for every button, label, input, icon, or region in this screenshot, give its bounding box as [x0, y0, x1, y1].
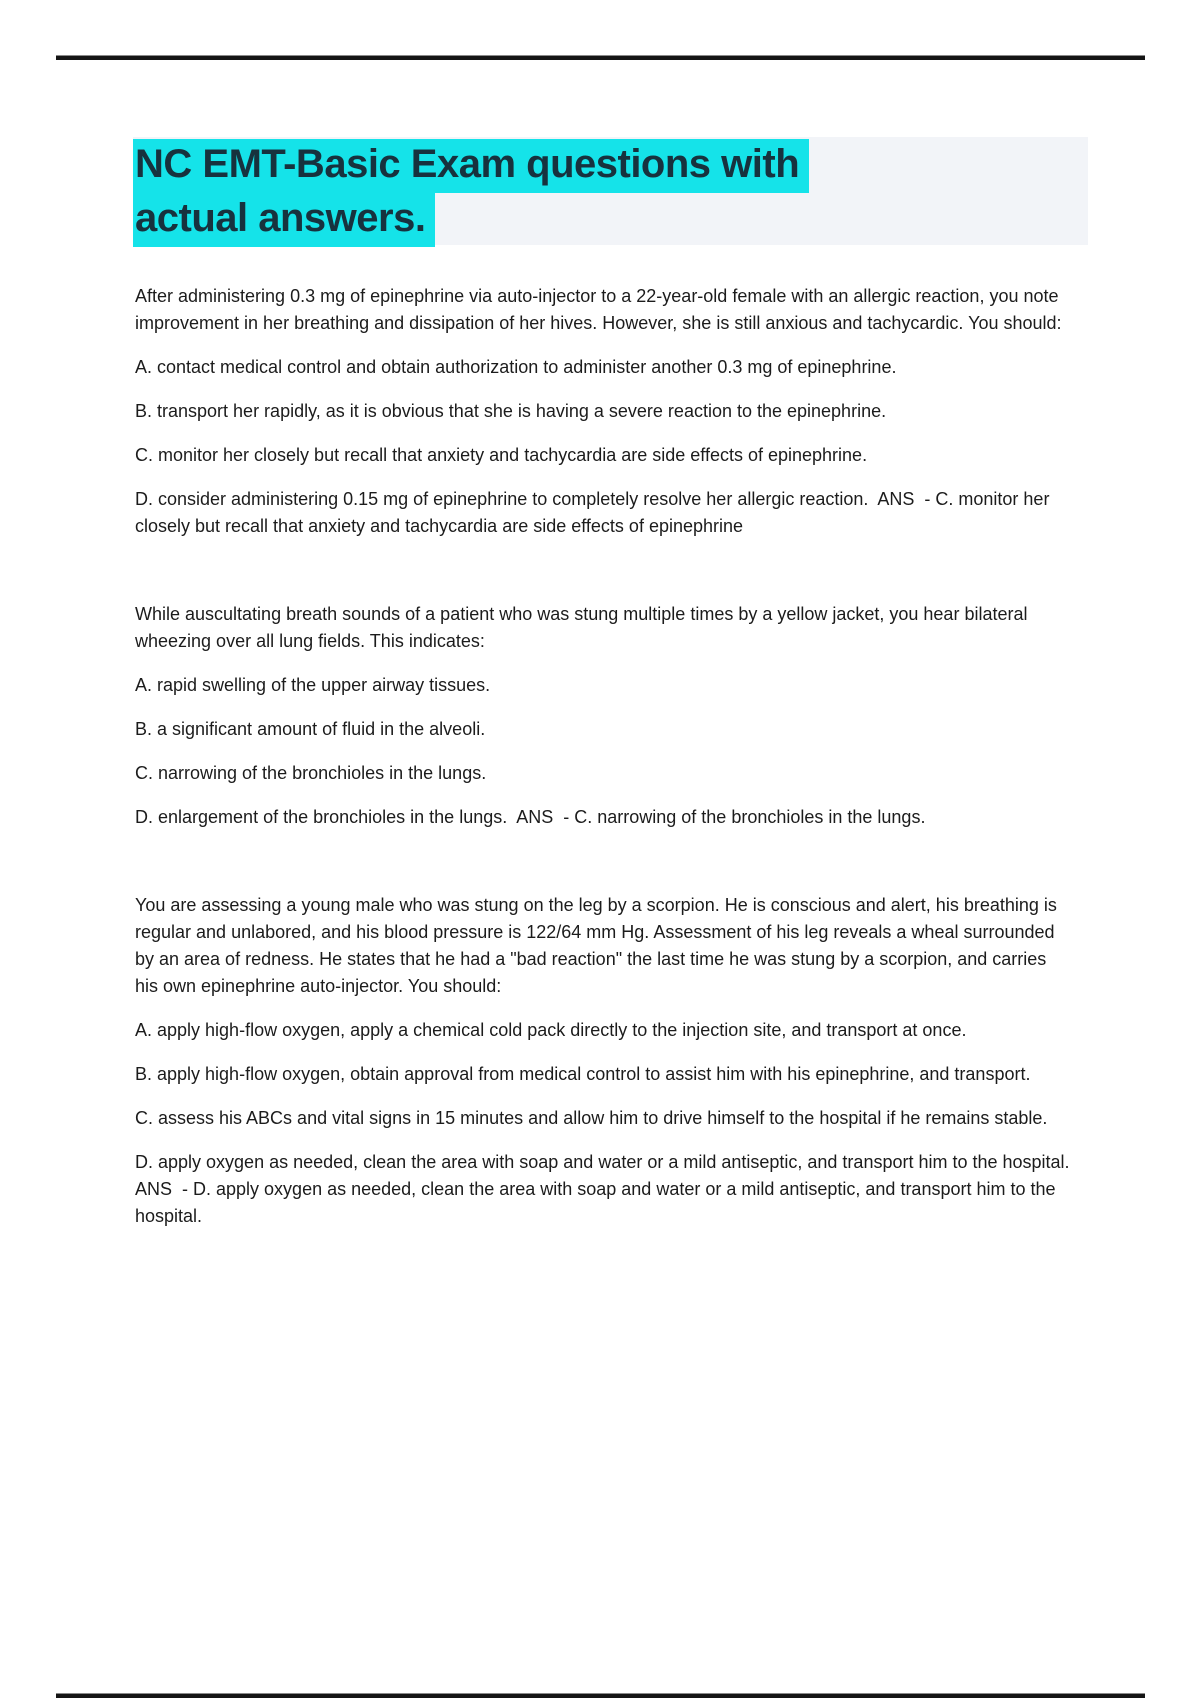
answer-option: D. enlargement of the bronchioles in the lungs. ANS - C. narrowing of the bronchioles in the lungs. [135, 807, 926, 827]
title-block [133, 137, 1088, 245]
answer-option: A. apply high-flow oxygen, apply a chemical cold pack directly to the injection site, and transport at once. [135, 1020, 967, 1040]
question-stem: You are assessing a young male who was stung on the leg by a scorpion. He is conscious and alert, his breathing is regular and unlabored, and his blood pressure is 122/64 mm Hg. Assessment of his leg reveals a wheal surrounded by an area of redness. He states that he had a "bad reaction" the last time he was stung by a scorpion, and carries his own epinephrine auto-injector. You should: [135, 895, 1062, 996]
answer-option: D. consider administering 0.15 mg of epinephrine to completely resolve her allergic reaction. ANS - C. monitor her closely but recall that anxiety and tachycardia are side effects of epinephrine [135, 489, 1055, 536]
question-block [135, 601, 1070, 831]
question-stem: While auscultating breath sounds of a patient who was stung multiple times by a yellow jacket, you hear bilateral wheezing over all lung fields. This indicates: [135, 604, 1033, 651]
answer-option: B. a significant amount of fluid in the alveoli. [135, 719, 486, 739]
title-line-2: actual answers. [133, 193, 435, 247]
answer-option: A. contact medical control and obtain authorization to administer another 0.3 mg of epinephrine. [135, 357, 897, 377]
answer-option: B. transport her rapidly, as it is obvious that she is having a severe reaction to the epinephrine. [135, 401, 887, 421]
answer-option: A. rapid swelling of the upper airway tissues. [135, 675, 491, 695]
answer-option: B. apply high-flow oxygen, obtain approval from medical control to assist him with his epinephrine, and transport. [135, 1064, 1031, 1084]
answer-option: C. narrowing of the bronchioles in the lungs. [135, 763, 487, 783]
answer-option: C. assess his ABCs and vital signs in 15 minutes and allow him to drive himself to the hospital if he remains stable. [135, 1108, 1048, 1128]
answer-option: C. monitor her closely but recall that anxiety and tachycardia are side effects of epinephrine. [135, 445, 868, 465]
answer-option: D. apply oxygen as needed, clean the area with soap and water or a mild antiseptic, and transport him to the hospital. ANS - D. apply oxygen as needed, clean the area with soap and water or a mild antiseptic, and transport him to the hospital. [135, 1152, 1079, 1226]
question-stem: After administering 0.3 mg of epinephrine via auto-injector to a 22-year-old female with an allergic reaction, you note improvement in her breathing and dissipation of her hives. However, she is still anxious and tachycardic. You should: [135, 286, 1064, 333]
questions-list [135, 266, 1079, 1291]
question-block [135, 283, 1070, 540]
title-line-1: NC EMT-Basic Exam questions with [133, 139, 809, 193]
page-title [133, 137, 1088, 245]
top-rule [56, 55, 1145, 60]
question-block [135, 892, 1079, 1230]
bottom-rule [56, 1693, 1145, 1698]
